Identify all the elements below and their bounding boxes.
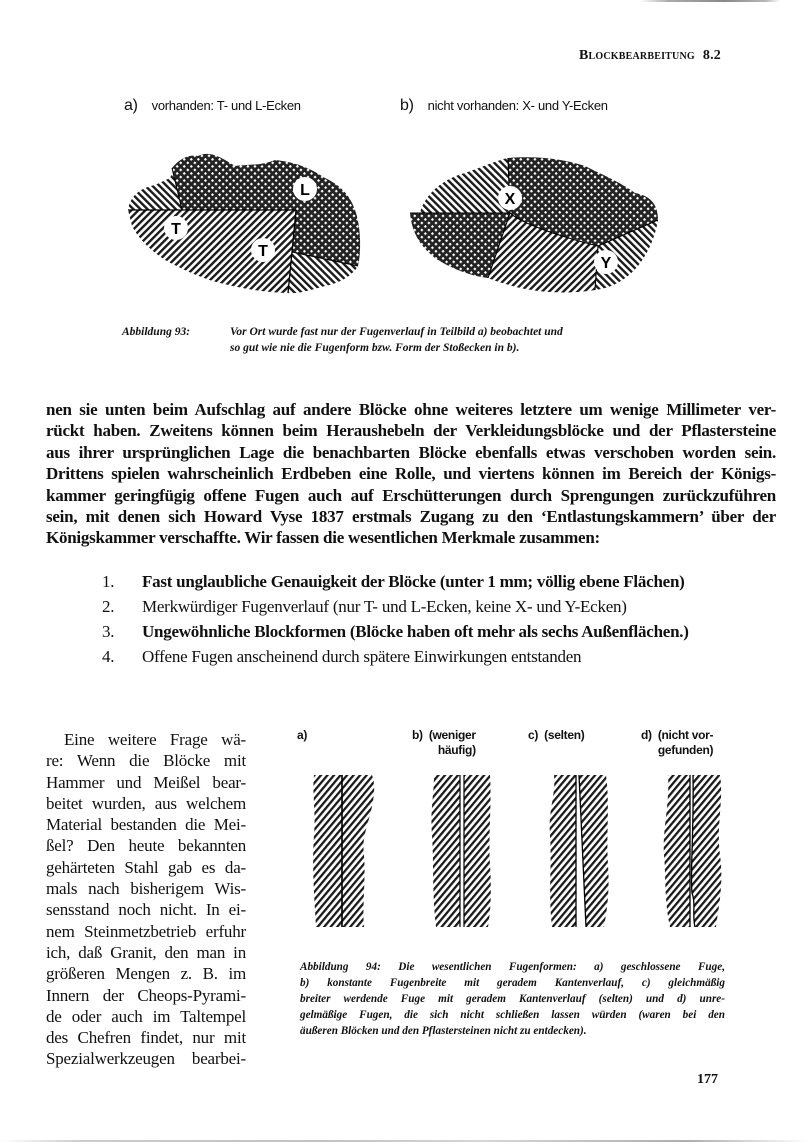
body-paragraph	[46, 399, 776, 549]
side-line: gehärteten Stahl gab es da-	[46, 857, 246, 877]
side-line: de oder auch im Taltempel	[46, 1006, 246, 1026]
figure-94-label-c: c) (selten)	[528, 728, 585, 742]
figure-94-joint-forms	[300, 775, 730, 935]
side-line: re: Wenn die Blöcke mit	[46, 751, 246, 771]
body-line: nen sie unten beim Aufschlag auf andere Blöcke ohne weiteres letztere um wenige Millimeter ver-	[46, 400, 776, 419]
marker-t-right	[251, 238, 275, 262]
side-line: größeren Mengen z. B. im	[46, 964, 246, 984]
figure-94-caption-line: breiter werdende Fuge mit geradem Kantenverlauf (selten) und d) unre-	[300, 993, 725, 1005]
list-item: 2. Merkwürdiger Fugenverlauf (nur T- und L-Ecken, keine X- und Y-Ecken)	[102, 597, 627, 616]
body-line: Königskammer verschaffte. Wir fassen die wesentlichen Merkmale zusammen:	[46, 528, 600, 548]
side-line: ßel? Den heute bekannten	[46, 836, 246, 856]
figure-94-caption-line: gelmäßige Fugen, die sich nicht schließen lassen würden (waren bei den	[300, 1009, 725, 1021]
side-line: mals nach bisherigem Wis-	[46, 879, 246, 899]
svg-text:T: T	[258, 243, 268, 260]
figure-94-label-a: a)	[297, 728, 308, 742]
side-line: nem Steinmetzbetrieb erfuhr	[46, 921, 246, 941]
running-head-section: 8.2	[702, 48, 721, 63]
side-line: Material bestanden die Mei-	[46, 815, 246, 835]
svg-text:Y: Y	[600, 255, 612, 272]
marker-y	[594, 250, 618, 274]
marker-x	[498, 186, 522, 210]
figure-93a-block-diagram	[110, 138, 380, 308]
side-line: Spezialwerkzeugen bearbei-	[46, 1049, 246, 1069]
side-line: ich, daß Granit, den man in	[46, 942, 246, 962]
side-column-text	[46, 729, 246, 1070]
figure-93-label-b: b) nicht vorhanden: X- und Y-Ecken	[400, 97, 608, 114]
figure-94-label-b: b) (weniger häufig)	[412, 728, 476, 757]
joint-form-c-widening	[550, 775, 609, 927]
svg-text:X: X	[504, 191, 516, 208]
side-line: sensstand noch nicht. In ei-	[46, 900, 246, 920]
side-line: Hammer und Meißel bear-	[46, 772, 246, 792]
body-line: aus ihrer ursprünglichen Lage die benachbarten Blöcke ebenfalls etwas verschoben worden sein.	[46, 442, 776, 462]
side-line: des Chefren findet, nur mit	[46, 1028, 246, 1048]
figure-93b-block-diagram	[390, 138, 670, 308]
joint-form-b-constant	[431, 775, 490, 927]
list-item: 4. Offene Fugen anscheinend durch spätere Einwirkungen entstanden	[102, 647, 582, 666]
marker-t-left	[164, 216, 188, 240]
figure-94-caption-line: äußeren Blöcken und den Pflastersteinen nicht zu entdecken).	[300, 1025, 587, 1037]
side-line: beitet wurden, aus welchem	[46, 793, 246, 813]
side-line: Innern der Cheops-Pyrami-	[46, 985, 246, 1005]
figure-93-label-a: a) vorhanden: T- und L-Ecken	[124, 97, 301, 114]
body-line: kammer geringfügig offene Fugen auch auf Erschütterungen durch Sprengungen zurückzuführen	[46, 485, 776, 505]
running-head	[579, 48, 721, 64]
figure-93-caption-line: Vor Ort wurde fast nur der Fugenverlauf in Teilbild a) beobachtet und	[230, 326, 563, 338]
body-line: Drittens spielen wahrscheinlich Erdbeben eine Rolle, und viertens können im Bereich der Königs-	[46, 464, 776, 484]
marker-l	[293, 177, 317, 201]
figure-93-caption-line: so gut wie nie die Fugenform bzw. Form der Stoßecken in b).	[230, 342, 520, 354]
list-item: 3. Ungewöhnliche Blockformen (Blöcke haben oft mehr als sechs Außenflächen.)	[102, 622, 689, 641]
scan-edge-top	[640, 0, 780, 2]
svg-text:L: L	[300, 182, 310, 199]
feature-list	[102, 569, 722, 669]
page-number: 177	[697, 1072, 718, 1087]
joint-form-a-closed	[313, 775, 374, 927]
figure-94-caption-line: Abbildung 94: Die wesentlichen Fugenformen: a) geschlossene Fuge,	[300, 961, 725, 973]
side-line: Eine weitere Frage wä-	[64, 730, 246, 749]
figure-94-label-d: d) (nicht vor- gefunden)	[641, 728, 714, 757]
figure-94-caption-line: b) konstante Fugenbreite mit geradem Kantenverlauf, c) gleichmäßig	[300, 977, 725, 989]
running-head-title: Blockbearbeitung	[578, 48, 695, 63]
figure-93-caption-label: Abbildung 93:	[122, 326, 191, 338]
svg-text:T: T	[171, 221, 181, 238]
body-line: rückt haben. Zweitens können beim Heraushebeln der Verkleidungsblöcke und der Pflastersteine	[46, 421, 776, 441]
joint-form-d-irregular	[664, 775, 722, 927]
body-line: sein, mit denen sich Howard Vyse 1837 erstmals Zugang zu den ‘Entlastungskammern’ über der	[46, 507, 776, 527]
list-item: 1. Fast unglaubliche Genauigkeit der Blöcke (unter 1 mm; völlig ebene Flächen)	[102, 572, 685, 591]
figure-94-caption	[300, 959, 725, 1039]
